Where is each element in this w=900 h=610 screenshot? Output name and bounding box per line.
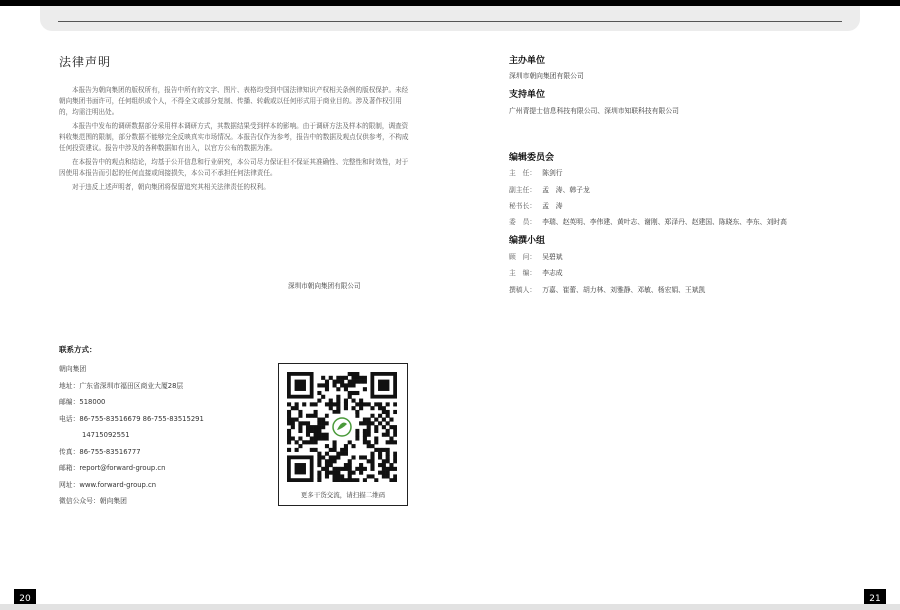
contact-block [59,344,259,510]
qr-caption: 更多干货交流，请扫描二维码 [300,491,386,499]
editors-row [509,284,705,294]
committee-label: 委 员： [509,218,537,226]
contact-address: 地址：广东省深圳市福田区商业大厦28层 [59,381,184,390]
legal-title: 法律声明 [59,55,112,69]
editors-label: 撰稿人： [509,286,537,294]
host-title: 主办单位 [509,56,546,66]
committee-label: 秘书长： [509,202,537,210]
committee-value: 陈剑行 [542,169,563,177]
committee-row [509,184,590,194]
editors-label: 顾 问： [509,253,537,261]
right-page [450,0,900,610]
qr-code [287,372,397,482]
page-number-left: 20 [14,589,36,610]
committee-row [509,167,563,177]
editors-row [509,251,563,261]
editors-label: 主 编： [509,269,537,277]
editors-value: 万嘉、崔蕾、胡力林、刘雅静、邓敏、杨宏娟、王斌凯 [542,286,706,294]
contact-postcode: 邮编：518000 [59,398,106,406]
committee-value: 孟 涛、韩子龙 [542,186,590,194]
contact-website: 网址：www.forward-group.cn [59,480,157,489]
page-number-right: 21 [864,589,886,610]
editors-row [509,267,563,277]
committee-value: 孟 涛 [542,202,563,210]
editors-value: 李志成 [542,269,563,277]
legal-paragraph: 本报告中发布的调研数据部分采用样本调研方式，其数据结果受到样本的影响。由于调研方法及样本的限制，调查资料收集范围的限制，部分数据不能够完全反映真实市场情况。本报告仅作为参考，报告中的数据及观点仅供参考，不构成任何投资建议。报告中涉及的各种数据如有出入，以官方公布的数据为准。 [59,122,409,152]
signature: 深圳市朝向集团有限公司 [288,282,361,290]
contact-wechat: 微信公众号：朝向集团 [59,497,127,505]
bottom-bar [0,604,900,610]
committee-row [509,200,563,210]
contact-title: 联系方式： [59,345,97,354]
editors-value: 吴碧斌 [542,253,563,261]
contact-phone: 电话：86-755-83516679 86-755-83515291 [59,414,204,423]
committee-value: 李瑞、赵英明、李伟建、黄叶志、谢刚、郑泽丹、赵建国、陈晓东、李东、刘时高 [542,218,787,226]
committee-label: 副主任： [509,186,537,194]
legal-body [59,85,412,196]
legal-paragraph: 对于违反上述声明者，朝向集团将保留追究其相关法律责任的权利。 [72,183,270,191]
contact-email: 邮箱：report@forward-group.cn [59,464,166,472]
support-value: 广州青提士信息科技有限公司、深圳市知联科技有限公司 [509,107,679,115]
committee-row [509,216,787,226]
host-value: 深圳市朝向集团有限公司 [509,72,584,80]
legal-paragraph: 在本报告中的观点和结论，均基于公开信息和行业研究，本公司尽力保证但不保证其准确性、完整性和时效性，对于因使用本报告而引起的任何直接或间接损失，本公司不承担任何法律责任。 [59,158,409,177]
committee-label: 主 任： [509,169,537,177]
legal-paragraph: 本报告为朝向集团的版权所有，报告中所有的文字、图片、表格均受到中国法律知识产权相关条例的版权保护。未经朝向集团书面许可，任何组织或个人，不得全文或部分复制、传播、转载或以任何形式用于商业目的。涉及著作权引用的，均需注明出处。 [59,86,409,116]
contact-fax: 传真：86-755-83516777 [59,447,141,456]
editors-title: 编撰小组 [509,236,546,246]
committee-title: 编辑委员会 [509,153,555,163]
contact-company: 朝向集团 [59,365,87,373]
contact-phone-2: 14715092551 [82,431,130,439]
qr-code-box [278,363,408,506]
support-title: 支持单位 [509,90,546,100]
